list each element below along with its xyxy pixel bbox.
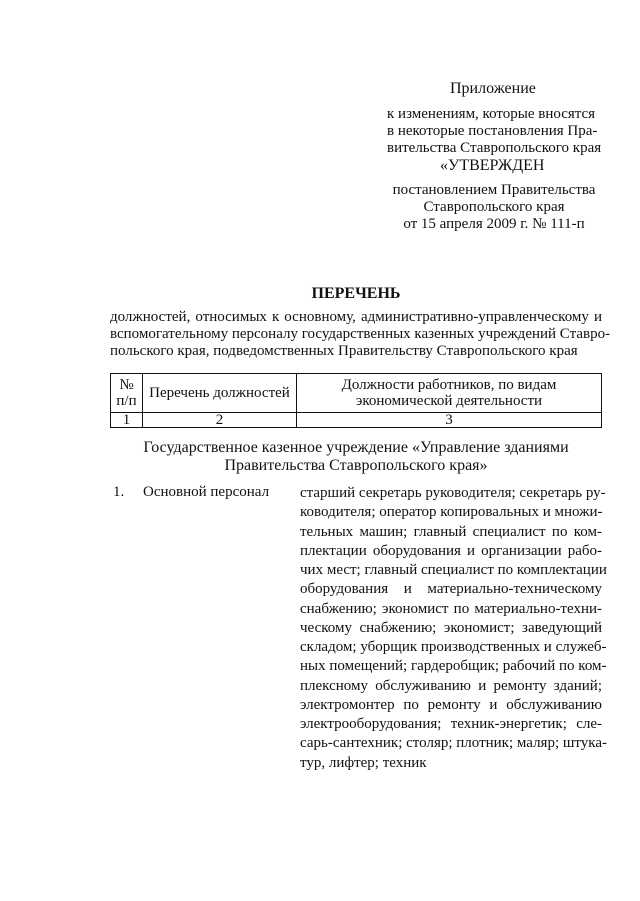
header-activity-cell	[297, 374, 602, 413]
subtitle-line: должностей, относимых к основному, административно-управленческому и	[110, 309, 602, 325]
appendix-reference	[387, 106, 602, 157]
positions-line: электромонтер по ремонту и обслуживанию	[300, 696, 602, 713]
approved-line: от 15 апреля 2009 г. № 111-п	[403, 216, 585, 232]
positions-line: ководителя; оператор копировальных и множи-	[300, 504, 603, 521]
organization-title-line: Государственное казенное учреждение «Управление зданиями	[143, 439, 569, 456]
header-number-cell	[111, 374, 143, 413]
positions-line: чих мест; главный специалист по комплектации	[300, 562, 607, 578]
column-number-cell: 1	[111, 413, 143, 428]
column-number-cell: 3	[297, 413, 602, 428]
positions-line: старший секретарь руководителя; секретарь ру-	[300, 485, 606, 501]
positions-line: электрооборудования; техник-энергетик; сле-	[300, 716, 602, 732]
header-number-line: п/п	[116, 393, 137, 409]
row-positions	[300, 484, 607, 773]
subtitle-line: польского края, подведомственных Правительству Ставропольского края	[110, 343, 578, 359]
positions-line: ных помещений; гардеробщик; рабочий по ком-	[300, 658, 607, 675]
list-title: ПЕРЕЧЕНЬ	[311, 285, 401, 302]
positions-line: плексному обслуживанию и ремонту зданий;	[300, 677, 602, 694]
positions-line: сарь-сантехник; столяр; плотник; маляр; штука-	[300, 735, 607, 752]
positions-line: оборудования и материально-техническому	[300, 581, 602, 598]
header-activity-line: Должности работников, по видам	[341, 377, 557, 393]
approved-line: постановлением Правительства	[392, 182, 596, 198]
organization-title	[110, 439, 602, 475]
positions-table-header	[110, 373, 602, 428]
positions-line: складом; уборщик производственных и служеб-	[300, 639, 607, 655]
header-positions-cell: Перечень должностей	[143, 374, 297, 413]
column-number-cell: 2	[143, 413, 297, 428]
header-number-line: №	[119, 377, 134, 393]
organization-title-line: Правительства Ставропольского края»	[224, 457, 488, 474]
appendix-line: к изменениям, которые вносятся	[387, 106, 596, 122]
row-number: 1.	[113, 484, 125, 500]
positions-line: тур, лифтер; техник	[300, 754, 427, 771]
approved-title: «УТВЕРЖДЕН	[440, 157, 545, 174]
subtitle-line: вспомогательному персоналу государственных казенных учреждений Ставро-	[110, 326, 611, 342]
positions-line: тельных машин; главный специалист по ком-	[300, 523, 602, 540]
list-subtitle	[110, 309, 611, 360]
positions-line: снабжению; экономист по материально-техни-	[300, 600, 602, 617]
approved-reference	[383, 182, 605, 233]
approved-line: Ставропольского края	[423, 199, 565, 215]
appendix-line: в некоторые постановления Пра-	[387, 123, 598, 139]
row-category: Основной персонал	[143, 484, 270, 500]
appendix-line: вительства Ставропольского края	[387, 140, 602, 156]
header-activity-line: экономической деятельности	[355, 393, 543, 409]
appendix-title: Приложение	[450, 80, 536, 97]
positions-line: ческому снабжению; экономист; заведующий	[300, 619, 602, 636]
positions-line: плектации оборудования и организации рабо-	[300, 542, 602, 559]
